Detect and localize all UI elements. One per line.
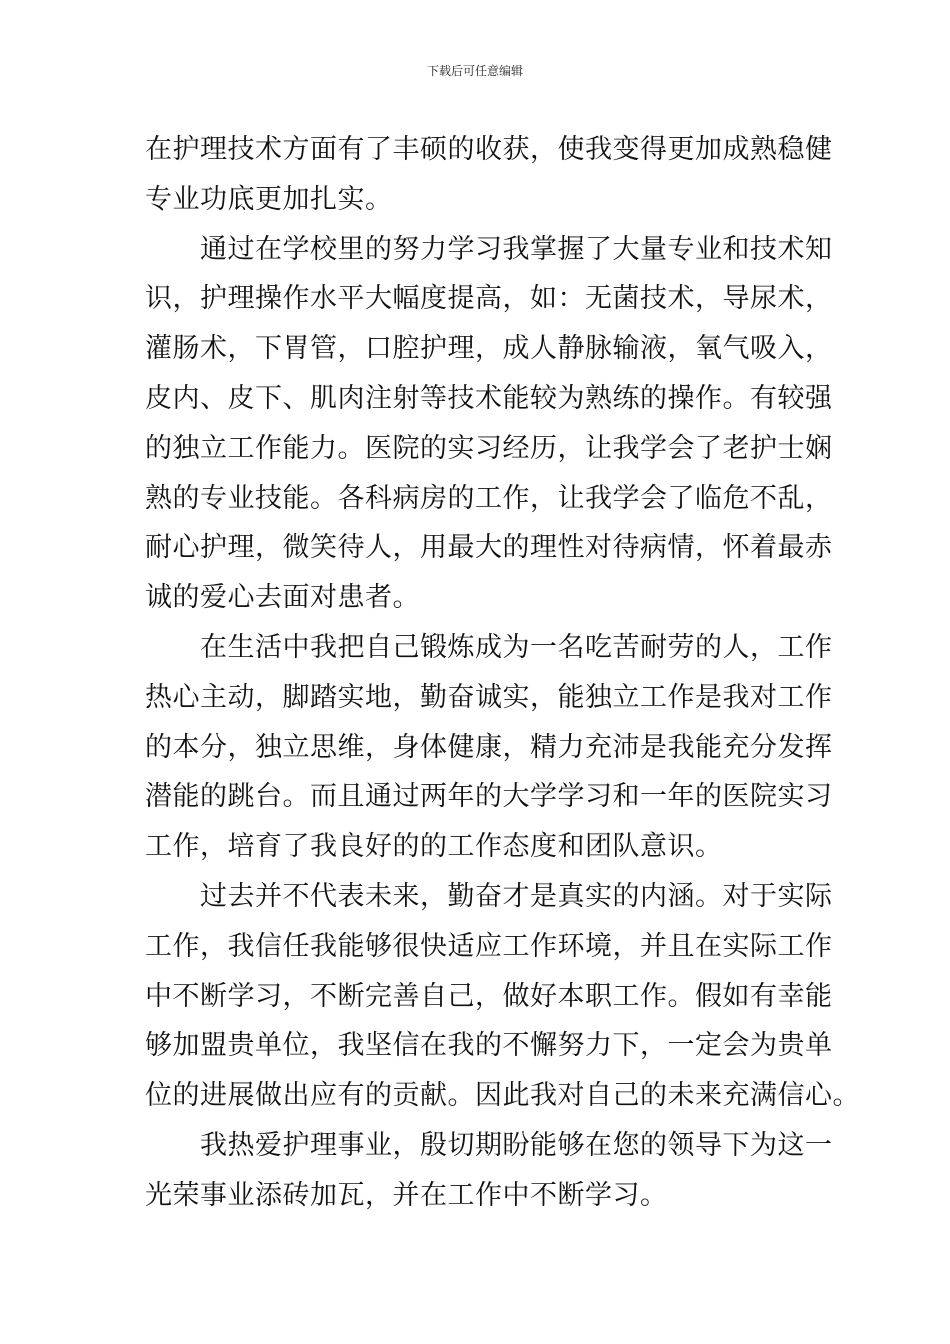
text-line: 灌肠术，下胃管，口腔护理，成人静脉输液，氧气吸入， <box>145 333 833 365</box>
text-line: 够加盟贵单位，我坚信在我的不懈努力下，一定会为贵单 <box>145 1030 833 1062</box>
text-line: 的独立工作能力。医院的实习经历，让我学会了老护士娴 <box>145 432 833 464</box>
paragraph-5 <box>145 1121 833 1221</box>
page-header: 下载后可任意编辑 <box>426 64 523 78</box>
text-line: 识，护理操作水平大幅度提高，如：无菌技术，导尿术， <box>145 283 833 315</box>
text-line: 工作，我信任我能够很快适应工作环境，并且在实际工作 <box>145 930 833 962</box>
text-line: 熟的专业技能。各科病房的工作，让我学会了临危不乱， <box>145 482 833 514</box>
text-line: 耐心护理，微笑待人，用最大的理性对待病情，怀着最赤 <box>145 532 833 564</box>
text-line: 通过在学校里的努力学习我掌握了大量专业和技术知 <box>200 233 833 265</box>
text-line: 光荣事业添砖加瓦，并在工作中不断学习。 <box>145 1179 668 1211</box>
text-line: 中不断学习，不断完善自己，做好本职工作。假如有幸能 <box>145 980 833 1012</box>
text-line: 我热爱护理事业，殷切期盼能够在您的领导下为这一 <box>200 1129 833 1161</box>
text-line: 位的进展做出应有的贡献。因此我对自己的未来充满信心。 <box>145 1080 860 1112</box>
text-line: 在生活中我把自己锻炼成为一名吃苦耐劳的人，工作 <box>200 631 833 663</box>
text-line: 过去并不代表未来，勤奋才是真实的内涵。对于实际 <box>200 880 833 912</box>
document-body <box>145 125 860 1221</box>
text-line: 诚的爱心去面对患者。 <box>145 582 420 614</box>
text-line: 热心主动，脚踏实地，勤奋诚实，能独立工作是我对工作 <box>145 681 833 713</box>
text-line: 工作，培育了我良好的的工作态度和团队意识。 <box>145 831 723 863</box>
paragraph-2 <box>145 225 833 623</box>
text-line: 在护理技术方面有了丰硕的收获，使我变得更加成熟稳健 <box>145 134 833 165</box>
text-line: 潜能的跳台。而且通过两年的大学学习和一年的医院实习 <box>145 781 833 813</box>
text-line: 皮内、皮下、肌肉注射等技术能较为熟练的操作。有较强 <box>145 382 833 414</box>
paragraph-3 <box>145 623 833 872</box>
text-line: 的本分，独立思维，身体健康，精力充沛是我能充分发挥 <box>145 731 833 763</box>
text-line: 专业功底更加扎实。 <box>145 183 393 215</box>
paragraph-1 <box>145 125 833 225</box>
paragraph-4 <box>145 872 860 1121</box>
